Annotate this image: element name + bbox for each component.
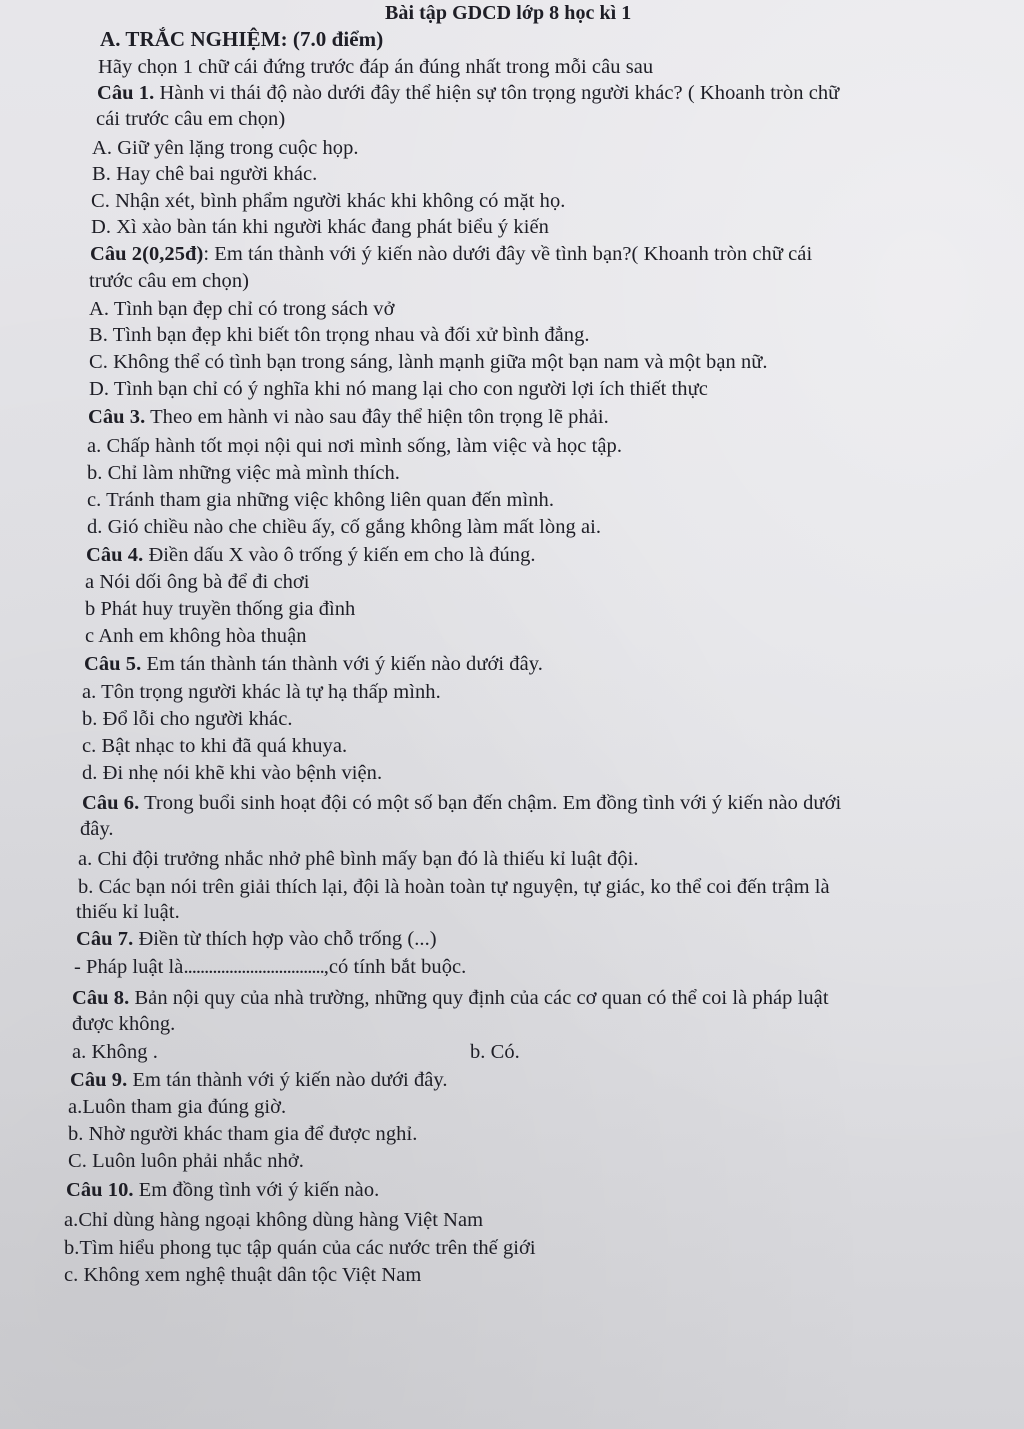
question-2-prompt: : Em tán thành với ý kiến nào dưới đây về tình bạn?( Khoanh tròn chữ cái <box>203 243 813 265</box>
question-9-text <box>70 1067 448 1093</box>
question-3-prompt: Theo em hành vi nào sau đây thể hiện tôn trọng lẽ phải. <box>145 406 609 428</box>
question-6-label: Câu 6. <box>82 792 140 814</box>
question-7-prompt: Điền từ thích hợp vào chỗ trống (...) <box>133 928 437 950</box>
question-10-option-a: a.Chỉ dùng hàng ngoại không dùng hàng Việt Nam <box>64 1209 484 1231</box>
question-2-option-b: B. Tình bạn đẹp khi biết tôn trọng nhau và đối xử bình đẳng. <box>89 324 590 346</box>
document-title: Bài tập GDCD lớp 8 học kì 1 <box>385 2 632 24</box>
question-2-prompt-cont: trước câu em chọn) <box>89 270 250 292</box>
question-9-prompt: Em tán thành với ý kiến nào dưới đây. <box>127 1069 448 1091</box>
question-8-text <box>72 985 829 1011</box>
question-5-option-a: a. Tôn trọng người khác là tự hạ thấp mình. <box>82 681 441 703</box>
question-5-option-c: c. Bật nhạc to khi đã quá khuya. <box>82 735 348 757</box>
question-4-text <box>86 542 536 568</box>
question-8-prompt: Bản nội quy của nhà trường, những quy định của các cơ quan có thể coi là pháp luật <box>129 987 829 1009</box>
question-5-label: Câu 5. <box>84 653 142 675</box>
question-1-option-a: A. Giữ yên lặng trong cuộc họp. <box>92 137 359 159</box>
question-9-option-c: C. Luôn luôn phải nhắc nhở. <box>68 1150 304 1172</box>
question-2-option-a: A. Tình bạn đẹp chỉ có trong sách vở <box>89 298 395 320</box>
question-6-option-b: b. Các bạn nói trên giải thích lại, đội là hoàn toàn tự nguyện, tự giác, ko thể coi đến trậm là <box>78 876 830 898</box>
question-6-option-a: a. Chi đội trưởng nhắc nhở phê bình mấy bạn đó là thiếu kỉ luật đội. <box>78 848 639 870</box>
question-3-option-d: d. Gió chiều nào che chiều ấy, cố gắng không làm mất lòng ai. <box>87 516 602 538</box>
question-1-option-b: B. Hay chê bai người khác. <box>92 163 318 185</box>
question-5-prompt: Em tán thành tán thành với ý kiến nào dưới đây. <box>141 653 543 675</box>
question-2-label: Câu 2(0,25đ) <box>90 243 204 265</box>
question-9-option-b: b. Nhờ người khác tham gia để được nghỉ. <box>68 1123 418 1145</box>
question-7-text <box>76 926 437 952</box>
question-6-text <box>82 790 841 816</box>
question-7-fill-suffix: ,có tính bắt buộc. <box>323 956 467 978</box>
question-1-option-d: D. Xì xào bàn tán khi người khác đang phát biểu ý kiến <box>91 216 549 238</box>
question-5-option-b: b. Đổ lỗi cho người khác. <box>82 708 293 730</box>
question-1-prompt: Hành vi thái độ nào dưới đây thể hiện sự tôn trọng người khác? ( Khoanh tròn chữ <box>154 82 840 104</box>
question-1-prompt-cont: cái trước câu em chọn) <box>96 108 286 130</box>
question-4-option-a: a Nói dối ông bà để đi chơi <box>85 571 310 593</box>
question-3-label: Câu 3. <box>88 406 146 428</box>
question-2-option-c: C. Không thể có tình bạn trong sáng, lành mạnh giữa một bạn nam và một bạn nữ. <box>89 351 768 373</box>
question-5-text <box>84 651 543 677</box>
question-2-text <box>90 241 812 267</box>
question-10-label: Câu 10. <box>66 1179 134 1201</box>
question-3-text <box>88 404 609 430</box>
question-8-label: Câu 8. <box>72 987 130 1009</box>
question-10-option-b: b.Tìm hiểu phong tục tập quán của các nước trên thế giới <box>64 1237 536 1259</box>
question-7-fill-prefix: - Pháp luật là <box>74 956 184 978</box>
question-3-option-b: b. Chỉ làm những việc mà mình thích. <box>87 462 400 484</box>
question-6-prompt: Trong buổi sinh hoạt đội có một số bạn đến chậm. Em đồng tình với ý kiến nào dưới <box>139 792 842 814</box>
question-8-option-b: b. Có. <box>470 1041 520 1063</box>
section-heading: A. TRẮC NGHIỆM: (7.0 điểm) <box>100 27 384 51</box>
question-9-label: Câu 9. <box>70 1069 128 1091</box>
question-8-prompt-cont: được không. <box>72 1013 176 1035</box>
question-1-text <box>97 80 839 106</box>
question-4-label: Câu 4. <box>86 544 144 566</box>
question-1-option-c: C. Nhận xét, bình phẩm người khác khi không có mặt họ. <box>91 190 566 212</box>
question-8-option-a: a. Không . <box>72 1041 158 1063</box>
question-4-option-b: b Phát huy truyền thống gia đình <box>85 598 356 620</box>
question-9-option-a: a.Luôn tham gia đúng giờ. <box>68 1096 287 1118</box>
question-10-prompt: Em đồng tình với ý kiến nào. <box>133 1179 380 1201</box>
question-5-option-d: d. Đi nhẹ nói khẽ khi vào bệnh viện. <box>82 762 383 784</box>
question-10-option-c: c. Không xem nghệ thuật dân tộc Việt Nam <box>64 1264 422 1286</box>
question-1-label: Câu 1. <box>97 82 155 104</box>
question-7-label: Câu 7. <box>76 928 134 950</box>
question-3-option-c: c. Tránh tham gia những việc không liên quan đến mình. <box>87 489 555 511</box>
question-7-fill-line <box>74 954 466 980</box>
question-10-text <box>66 1177 379 1203</box>
question-2-option-d: D. Tình bạn chỉ có ý nghĩa khi nó mang lại cho con người lợi ích thiết thực <box>89 378 708 400</box>
question-6-option-b-cont: thiếu kỉ luật. <box>76 901 180 923</box>
question-6-prompt-cont: đây. <box>80 818 114 840</box>
question-7-fill-blank: .................................. <box>183 956 324 978</box>
question-3-option-a: a. Chấp hành tốt mọi nội qui nơi mình sống, làm việc và học tập. <box>87 435 622 457</box>
question-4-option-c: c Anh em không hòa thuận <box>85 625 307 647</box>
question-4-prompt: Điền dấu X vào ô trống ý kiến em cho là đúng. <box>143 544 536 566</box>
instruction-text: Hãy chọn 1 chữ cái đứng trước đáp án đúng nhất trong mỗi câu sau <box>98 56 654 78</box>
